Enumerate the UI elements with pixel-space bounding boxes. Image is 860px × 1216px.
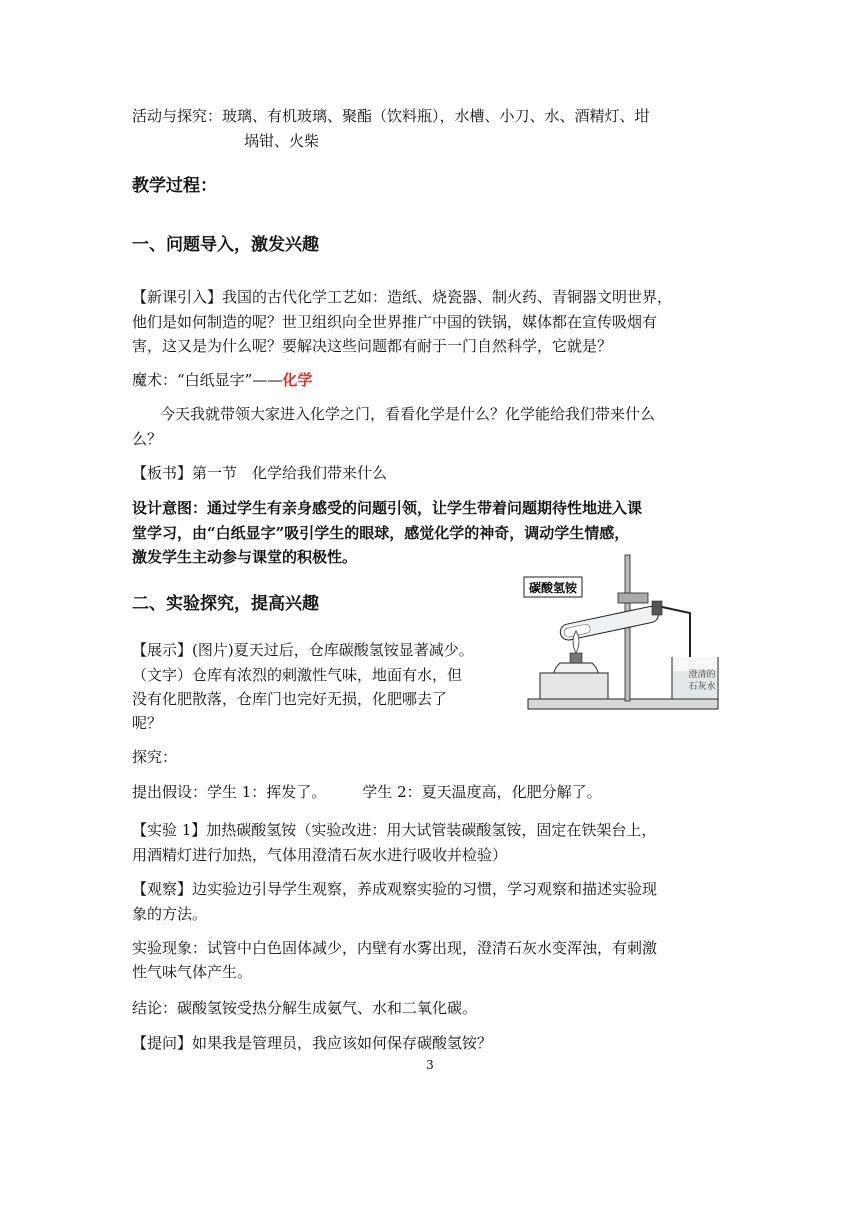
apparatus-figure — [522, 553, 730, 718]
phenomenon-line-1: 实验现象：试管中白色固体减少，内壁有水雾出现，澄清石灰水变浑浊，有刺激 — [132, 939, 658, 957]
show-line-3: 没有化肥散落，仓库门也完好无损，化肥哪去了 — [132, 690, 448, 708]
activity-label: 活动与探究： — [132, 107, 223, 125]
activity-materials: 玻璃、有机玻璃、聚酯（饮料瓶），水槽、小刀、水、酒精灯、坩 — [222, 107, 650, 125]
magic-highlight: 化学 — [282, 371, 313, 389]
hypothesis-student-2: 学生 2：夏天温度高，化肥分解了。 — [362, 783, 602, 801]
exp1-line-2: 用酒精灯进行加热，气体用澄清石灰水进行吸收并检验） — [132, 846, 508, 864]
activity-line-2: 埚钳、火柴 — [244, 132, 320, 150]
activity-line-1 — [132, 104, 732, 129]
exp1-line-1: 【实验 1】加热碳酸氢铵（实验改进：用大试管装碳酸氢铵，固定在铁架台上， — [132, 821, 657, 839]
intro-line-3: 害，这又是为什么呢？要解决这些问题都有耐于一门自然科学，它就是？ — [132, 337, 613, 355]
page-number: 3 — [426, 1058, 434, 1072]
today-line-2: 么？ — [132, 430, 163, 448]
design-line-2: 堂学习，由“白纸显字”吸引学生的眼球，感觉化学的神奇，调动学生情感， — [132, 524, 630, 542]
show-line-2: （文字）仓库有浓烈的刺激性气味，地面有水，但 — [132, 666, 463, 684]
beaker-label-1: 澄清的 — [688, 670, 716, 680]
teaching-process-heading: 教学过程： — [132, 176, 217, 196]
show-line-1: 【展示】(图片)夏天过后，仓库碳酸氢铵显著减少。 — [132, 641, 474, 659]
intro-line-2: 他们是如何制造的呢？世卫组织向全世界推广中国的铁锅，媒体都在宣传吸烟有 — [132, 313, 658, 331]
magic-line — [132, 368, 732, 393]
design-line-3: 激发学生主动参与课堂的积极性。 — [132, 548, 358, 566]
section1-heading: 一、问题导入，激发兴趣 — [132, 235, 319, 255]
show-line-4: 呢？ — [132, 714, 163, 732]
section2-heading: 二、实验探究，提高兴趣 — [132, 594, 319, 614]
magic-prefix: 魔术：“白纸显字”—— — [132, 371, 283, 389]
question: 【提问】如果我是管理员，我应该如何保存碳酸氢铵？ — [132, 1034, 493, 1052]
board-note: 【板书】第一节 化学给我们带来什么 — [132, 464, 388, 482]
observe-line-1: 【观察】边实验边引导学生观察，养成观察实验的习惯，学习观察和描述实验现 — [132, 880, 658, 898]
beaker-label-2: 石灰水 — [688, 682, 716, 692]
hypothesis-line — [132, 780, 732, 805]
phenomenon-line-2: 性气味气体产生。 — [132, 963, 253, 981]
conclusion: 结论：碳酸氢铵受热分解生成氨气、水和二氧化碳。 — [132, 999, 478, 1017]
design-line-1: 设计意图：通过学生有亲身感受的问题引领，让学生带着问题期待性地进入课 — [132, 499, 643, 517]
intro-line-1: 【新课引入】我国的古代化学工艺如：造纸、烧瓷器、制火药、青铜器文明世界， — [132, 288, 673, 306]
today-line-1: 今天我就带领大家进入化学之门，看看化学是什么？化学能给我们带来什么 — [160, 405, 656, 423]
figure-label: 碳酸氢铵 — [528, 581, 578, 595]
hypothesis-student-1: 提出假设：学生 1：挥发了。 — [132, 783, 327, 801]
explore-label: 探究： — [132, 748, 178, 766]
observe-line-2: 象的方法。 — [132, 905, 208, 923]
heating-apparatus-illustration — [522, 553, 730, 718]
